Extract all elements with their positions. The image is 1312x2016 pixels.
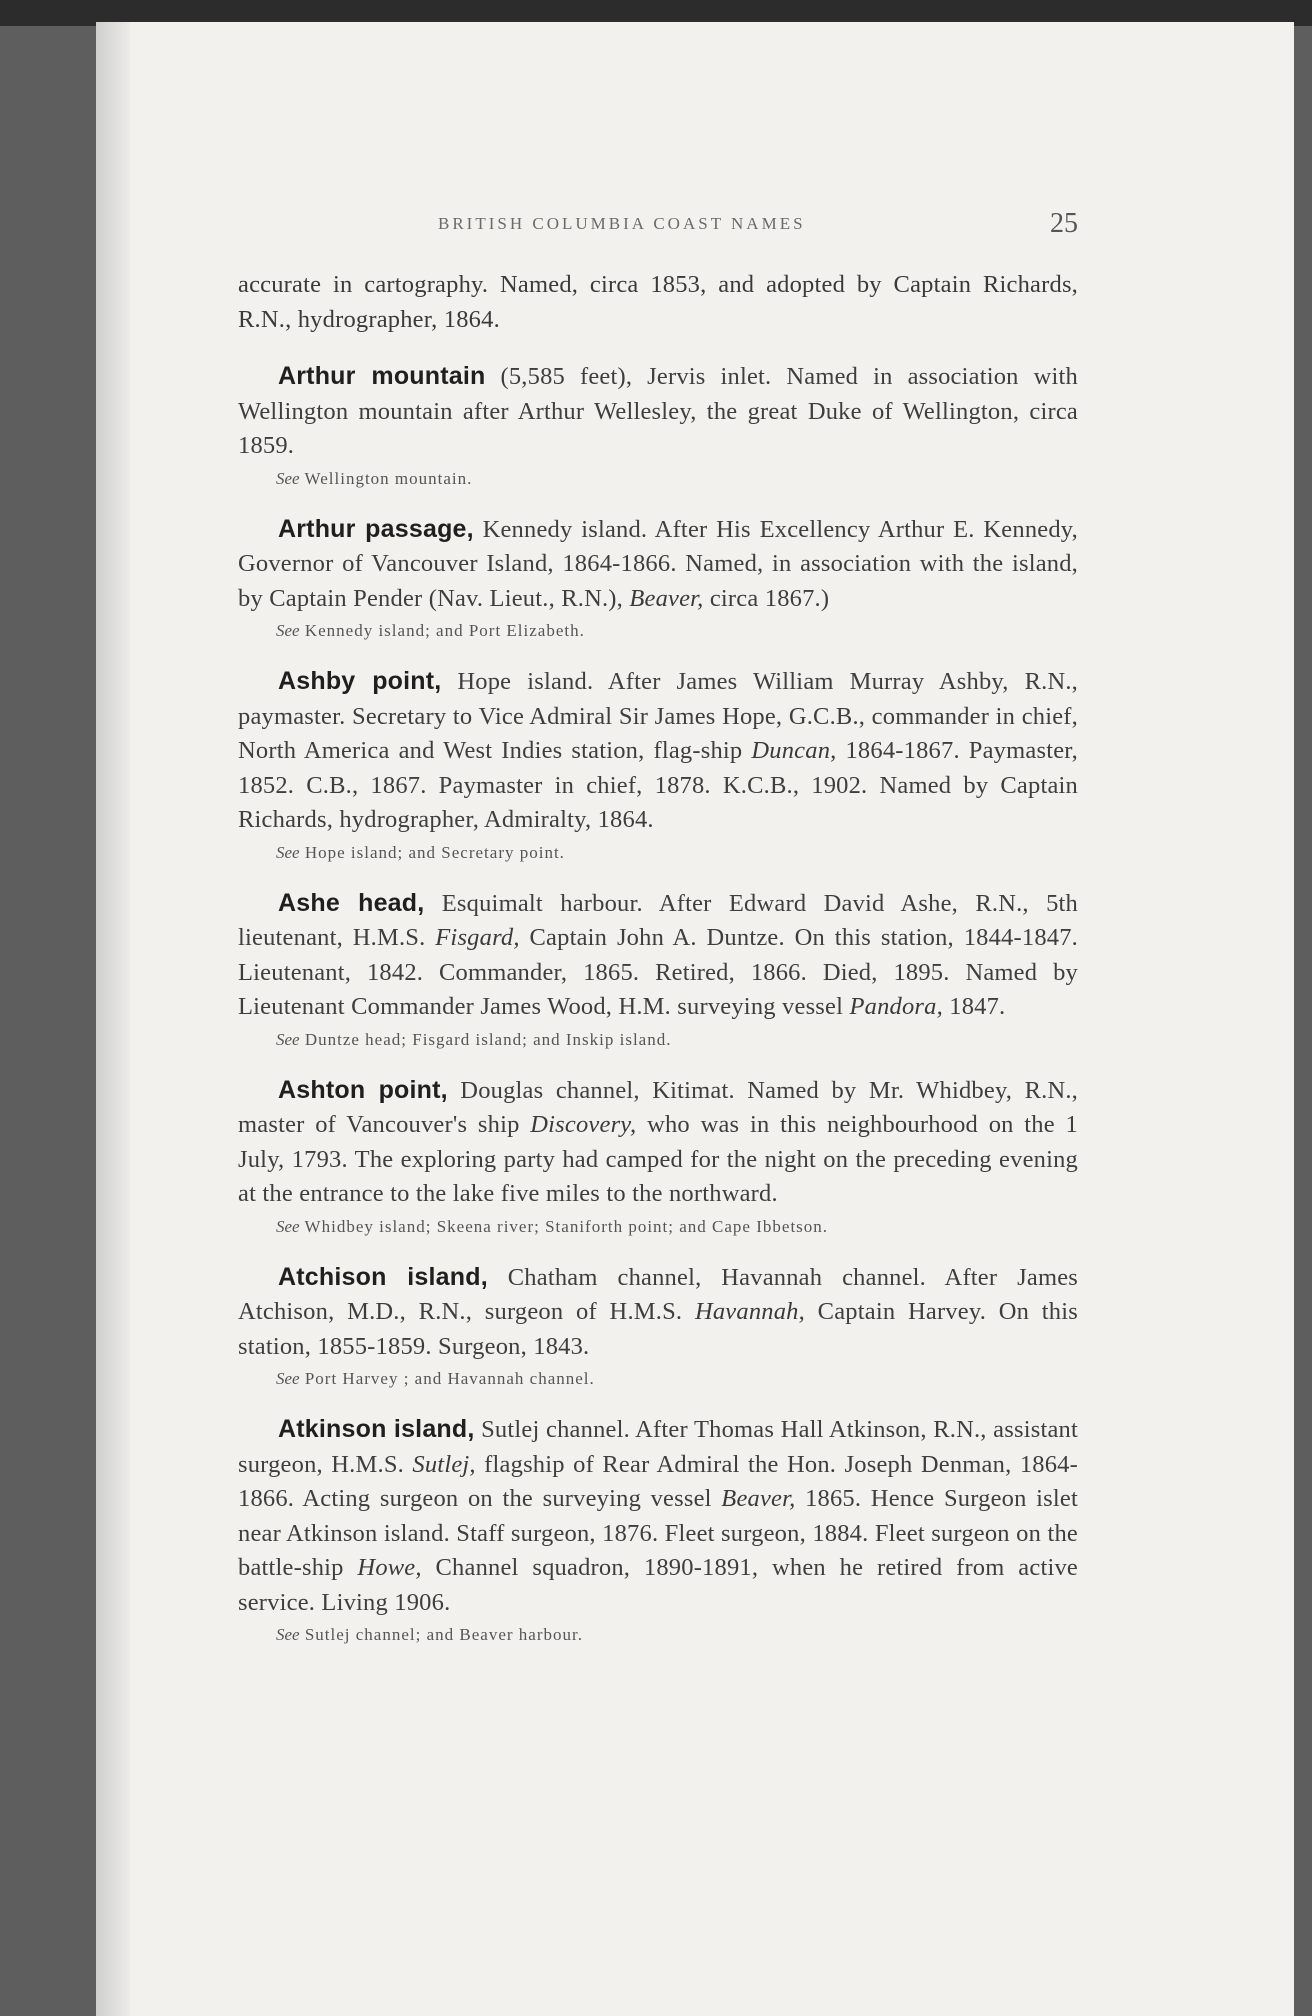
entry-headword: Arthur mountain: [278, 362, 486, 390]
see-reference: [276, 1368, 1078, 1390]
entry-body-cont: 1864-1867. Paymaster, 1852. C.B., 1867. Paymaster in chief, 1878. K.C.B., 1902. Named by Captain Richards, hydrographer, Admiralty, 1864.: [238, 737, 1078, 833]
ship-name: Howe,: [357, 1554, 422, 1581]
entry-body: (5,585 feet), Jervis inlet. Named in association with Wellington mountain after Arthur Wellesley, the great Duke of Wellington, circa 1859.: [238, 363, 1078, 459]
entry-text: [238, 512, 1078, 617]
ship-name: Havannah,: [694, 1298, 805, 1325]
entry-body: Kennedy island. After His Excellency Arthur E. Kennedy, Governor of Vancouver Island, 1864-1866. Named, in association with the island, by Captain Pender (Nav. Lieut., R.N.),: [238, 515, 1078, 612]
entry-body-end: 1847.: [942, 993, 1006, 1020]
entry-text: [238, 1260, 1078, 1365]
entry-body: Douglas channel, Kitimat. Named by Mr. Whidbey, R.N., master of Vancouver's ship: [238, 1076, 1079, 1138]
entry-headword: Arthur passage,: [278, 514, 474, 543]
ship-name: Discovery,: [530, 1111, 637, 1138]
entry-text: [238, 1412, 1078, 1620]
entry-body: Esquimalt harbour. After Edward David Ashe, R.N., 5th lieutenant, H.M.S.: [238, 889, 1078, 951]
see-targets: Wellington mountain.: [304, 468, 473, 488]
see-targets: Port Harvey ; and Havannah channel.: [304, 1369, 595, 1388]
see-reference: [276, 1624, 1078, 1646]
page-content: [238, 208, 1078, 1646]
running-title: BRITISH COLUMBIA COAST NAMES: [438, 214, 806, 233]
ship-name: Beaver,: [629, 584, 704, 612]
entry-body: Sutlej channel. After Thomas Hall Atkinson, R.N., assistant surgeon, H.M.S.: [238, 1416, 1079, 1478]
entry-ashe-head: [238, 886, 1078, 1051]
entry-text: [238, 359, 1078, 464]
see-reference: [276, 842, 1078, 864]
entry-body-cont: flagship of Rear Admiral the Hon. Joseph Denman, 1864-1866. Acting surgeon on the surveying vessel: [238, 1450, 1078, 1512]
see-targets: Kennedy island; and Port Elizabeth.: [304, 621, 585, 640]
entry-headword: Ashe head,: [278, 888, 425, 917]
entry-arthur-mountain: [238, 359, 1078, 490]
see-label: See: [276, 621, 300, 640]
page-gutter-shadow: [96, 22, 130, 2016]
see-targets: Sutlej channel; and Beaver harbour.: [304, 1625, 583, 1644]
entry-headword: Ashby point,: [278, 667, 442, 695]
entry-atkinson-island: [238, 1412, 1078, 1646]
entry-body-end: Channel squadron, 1890-1891, when he retired from active service. Living 1906.: [238, 1554, 1078, 1616]
see-targets: Hope island; and Secretary point.: [304, 842, 565, 862]
entry-headword: Atchison island,: [278, 1262, 488, 1291]
entry-body-cont: who was in this neighbourhood on the 1 July, 1793. The exploring party had camped for the night on the preceding evening at the entrance to the lake five miles to the northward.: [238, 1111, 1078, 1207]
entry-body-cont: circa 1867.): [703, 584, 830, 612]
opening-paragraph: accurate in cartography. Named, circa 1853, and adopted by Captain Richards, R.N., hydrographer, 1864.: [238, 271, 1078, 333]
see-label: See: [276, 1216, 300, 1236]
entry-ashby-point: [238, 664, 1078, 864]
see-reference: [276, 1029, 1078, 1051]
see-reference: [276, 468, 1078, 490]
ship-name: Beaver,: [721, 1485, 796, 1512]
see-targets: Duntze head; Fisgard island; and Inskip island.: [304, 1029, 672, 1049]
running-head: [238, 208, 1078, 248]
entry-body: Hope island. After James William Murray Ashby, R.N., paymaster. Secretary to Vice Admiral Sir James Hope, G.C.B., commander in chief, North America and West Indies station, flag-ship: [238, 668, 1078, 764]
see-label: See: [276, 842, 300, 862]
entry-arthur-passage: [238, 512, 1078, 643]
see-label: See: [276, 1625, 300, 1644]
ship-name: Pandora,: [849, 993, 943, 1020]
see-label: See: [276, 1029, 300, 1049]
ship-name: Duncan,: [751, 737, 837, 764]
entry-text: [238, 1073, 1078, 1212]
entry-atchison-island: [238, 1260, 1078, 1391]
see-label: See: [276, 468, 300, 488]
see-reference: [276, 1216, 1078, 1238]
entry-text: [238, 664, 1078, 838]
ship-name: Fisgard,: [435, 924, 520, 951]
entry-body-cont2: 1865. Hence Surgeon islet near Atkinson island. Staff surgeon, 1876. Fleet surgeon, 1884. Fleet surgeon on the battle-ship: [238, 1485, 1079, 1581]
entry-ashton-point: [238, 1073, 1078, 1238]
entry-body: Chatham channel, Havannah channel. After James Atchison, M.D., R.N., surgeon of H.M.S.: [238, 1263, 1079, 1325]
see-reference: [276, 620, 1078, 642]
entry-body-cont: Captain Harvey. On this station, 1855-1859. Surgeon, 1843.: [238, 1298, 1078, 1360]
entry-text: [238, 886, 1078, 1025]
see-label: See: [276, 1369, 300, 1388]
entry-headword: Atkinson island,: [278, 1415, 475, 1443]
see-targets: Whidbey island; Skeena river; Staniforth point; and Cape Ibbetson.: [304, 1216, 829, 1236]
entry-headword: Ashton point,: [278, 1075, 448, 1104]
ship-name: Sutlej,: [412, 1450, 476, 1478]
entry-body-cont: Captain John A. Duntze. On this station, 1844-1847. Lieutenant, 1842. Commander, 1865. Retired, 1866. Died, 1895. Named by Lieutenant Commander James Wood, H.M. surveying vessel: [238, 924, 1078, 1020]
page-number: 25: [1050, 208, 1078, 239]
